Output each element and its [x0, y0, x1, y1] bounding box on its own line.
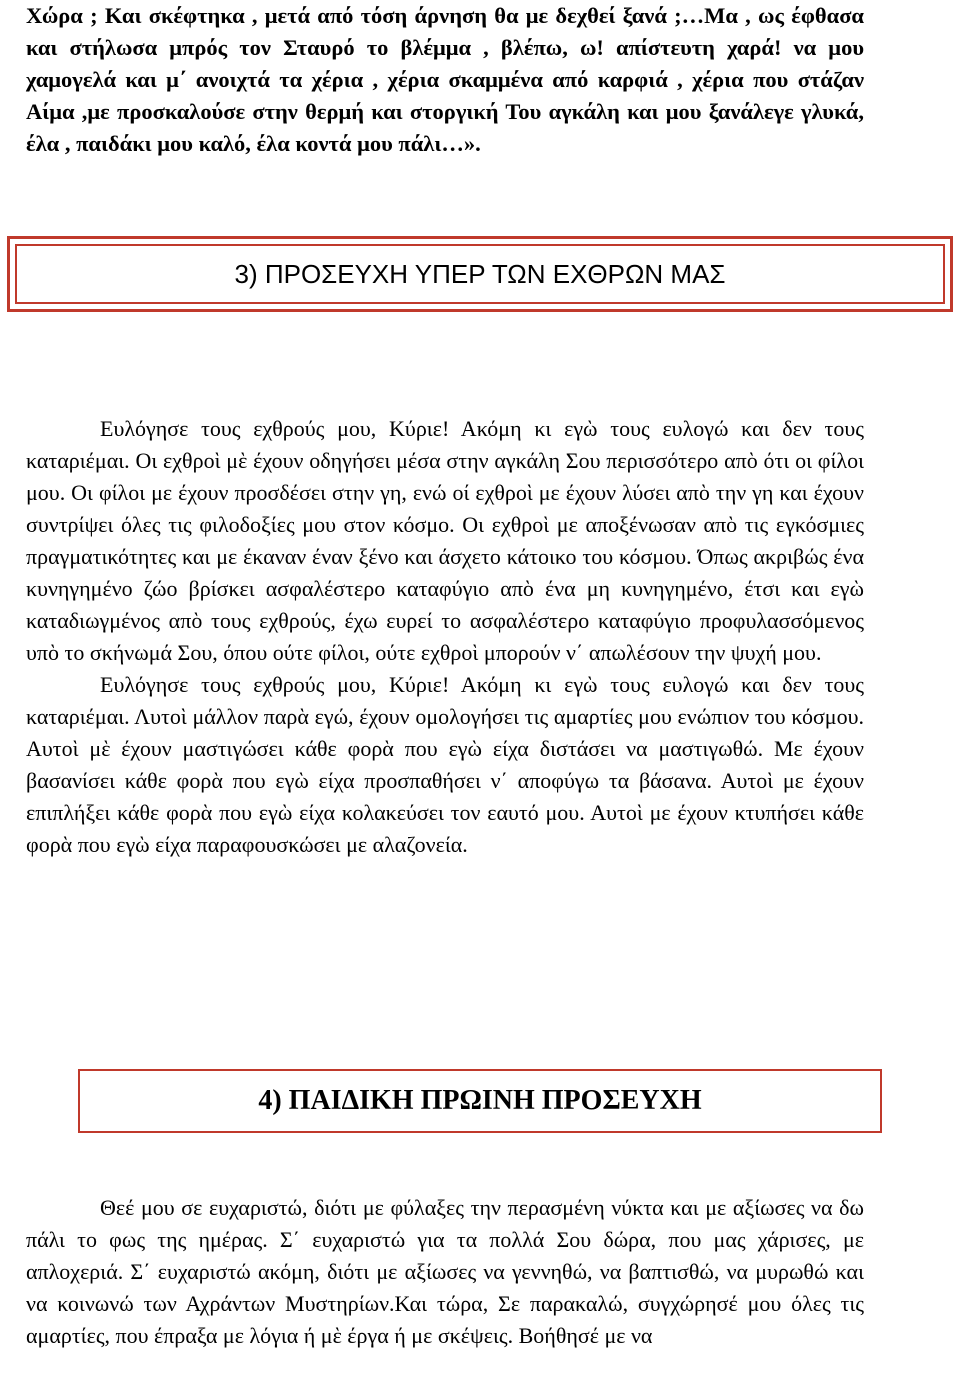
section-3-heading-frame [7, 236, 953, 312]
section-3-paragraph-2: Ευλόγησε τους εχθρούς μου, Κύριε! Ακόμη κι εγὼ τους ευλογώ και δεν τους καταριέμαι. Λυτοὶ μάλλον παρὰ εγώ, έχουν ομολογήσει τις αμαρτίες μου ενώπιον του κόσμου. Αυτοὶ μὲ έχουν μαστιγώσει κάθε φορὰ που εγὼ είχα διστάσει να μαστιγωθώ. Με έχουν βασανίσει κάθε φορὰ που εγὼ είχα προσπαθήσει ν΄ αποφύγω τα βάσανα. Αυτοὶ με έχουν επιπλήξει κάθε φορὰ που εγὼ είχα κολακεύσει τον εαυτό μου. Αυτοὶ με έχουν κτυπήσει κάθε φορὰ που εγὼ είχα παραφουσκώσει με αλαζονεία. [26, 672, 864, 857]
section-3-body [26, 413, 864, 861]
intro-paragraph: Χώρα ; Και σκέφτηκα , μετά από τόση άρνηση θα με δεχθεί ξανά ;…Μα , ως έφθασα και στήλωσα μπρός τον Σταυρό το βλέμμα , βλέπω, ω! απίστευτη χαρά! να μου χαμογελά και μ΄ ανοιχτά τα χέρια , χέρια σκαμμένα από καρφιά , χέρια που στάζαν Αίμα ,με προσκαλούσε στην θερμή και στοργική Του αγκάλη και μου ξανάλεγε γλυκά, έλα , παιδάκι μου καλό, έλα κοντά μου πάλι…». [26, 3, 864, 156]
section-3-paragraph-1: Ευλόγησε τους εχθρούς μου, Κύριε! Ακόμη κι εγὼ τους ευλογώ και δεν τους καταριέμαι. Οι εχθροὶ μὲ έχουν οδηγήσει μέσα στην αγκάλη Σου περισσότερο απὸ ότι οι φίλοι μου. Οι φίλοι με έχουν προσδέσει στην γη, ενώ οί εχθροὶ με έχουν λύσει απὸ την γη και έχουν συντρίψει όλες τις φιλοδοξίες μου στον κόσμο. Οι εχθροὶ με αποξένωσαν απὸ τις εγκόσμιες πραγματικότητες και με έκαναν έναν ξένο και άσχετο κάτοικο του κόσμου. Όπως ακριβώς ένα κυνηγημένο ζώο βρίσκει ασφαλέστερο καταφύγιο απὸ ένα μη κυνηγημένο, έτσι και εγὼ καταδιωγμένος απὸ τους εχθρούς, έχω ευρεί το ασφαλέστερο καταφύγιο προφυλασσόμενος υπὸ το σκήνωμά Σου, όπου ούτε φίλοι, ούτε εχθροὶ μπορούν ν΄ απωλέσουν την ψυχή μου. [26, 416, 864, 665]
section-4-paragraph-1: Θεέ μου σε ευχαριστώ, διότι με φύλαξες την περασμένη νύκτα και με αξίωσες να δω πάλι το φως της ημέρας. Σ΄ ευχαριστώ για τα πολλά Σου δώρα, που μας χάρισες, με απλοχεριά. Σ΄ ευχαριστώ ακόμη, διότι με αξίωσες να γεννηθώ, να βαπτισθώ, να μυρωθώ και να κοινωνώ των Αχράντων Μυστηρίων.Και τώρα, Σε παρακαλώ, συγχώρησέ μου όλες τις αμαρτίες, που έπραξα με λόγια ή μὲ έργα ή με σκέψεις. Βοήθησέ με να [26, 1195, 864, 1348]
section-3-heading: 3) ΠΡΟΣΕΥΧΗ ΥΠΕΡ ΤΩΝ ΕΧΘΡΩΝ ΜΑΣ [234, 258, 726, 289]
section-4-heading-frame [78, 1069, 882, 1133]
section-4-heading: 4) ΠΑΙΔΙΚΗ ΠΡΩΙΝΗ ΠΡΟΣΕΥΧΗ [258, 1085, 702, 1116]
